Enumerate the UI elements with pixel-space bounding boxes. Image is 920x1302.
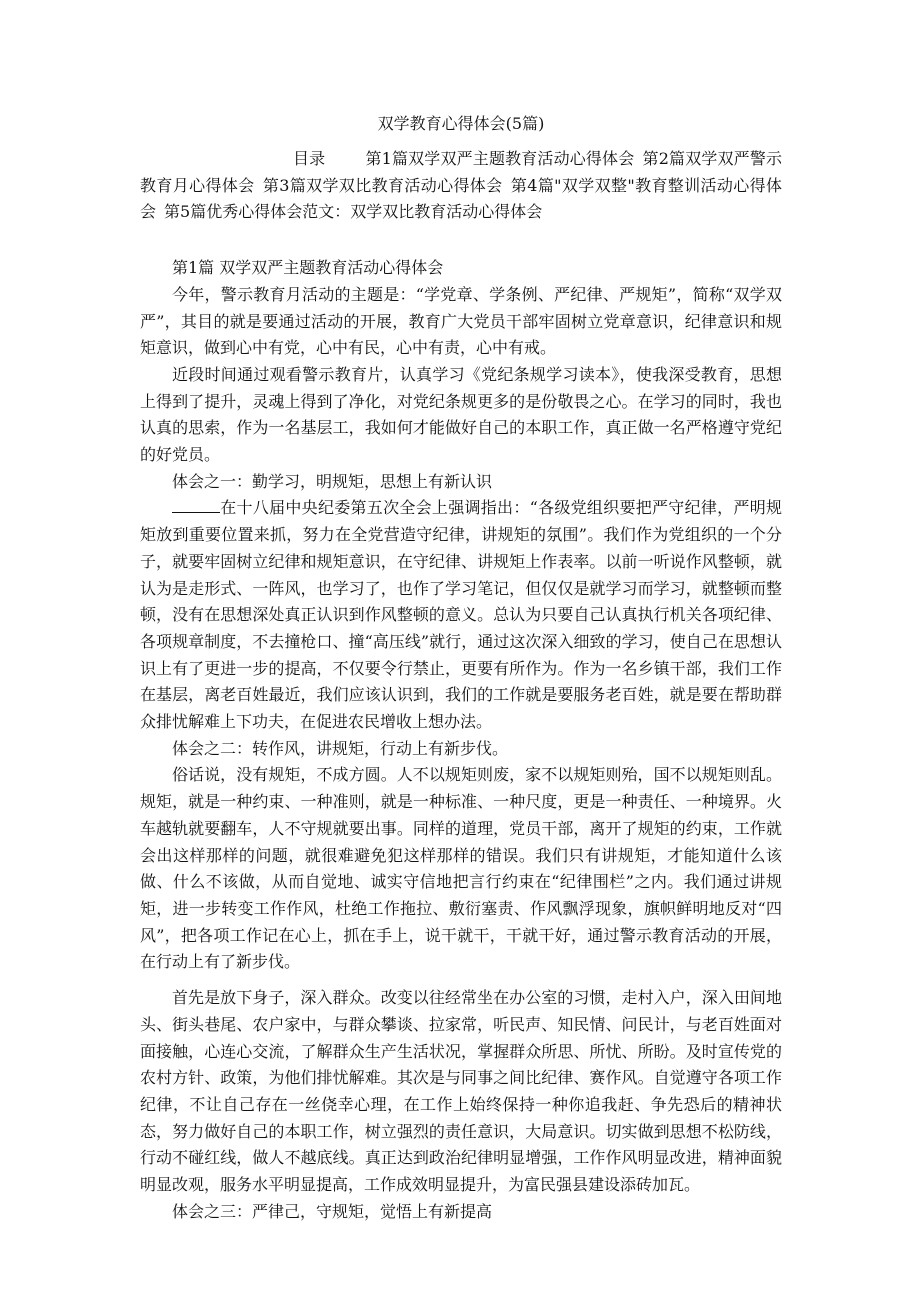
paragraph: 俗话说，没有规矩，不成方圆。人不以规矩则废，家不以规矩则殆，国不以规矩则乱。规矩，就是一种约束、一种准则，就是一种标准、一种尺度，更是一种责任、一种境界。火车越轨就要翻车，人不守规就要出事。同样的道理，党员干部，离开了规矩的约束，工作就会出这样那样的问题，就很难避免犯这样那样的错误。我们只有讲规矩，才能知道什么该做、什么不该做，从而自觉地、诚实守信地把言行约束在“纪律围栏”之内。我们通过讲规矩，进一步转变工作作风，杜绝工作拖拉、敷衍塞责、作风飘浮现象，旗帜鲜明地反对“四风”，把各项工作记在心上，抓在手上，说干就干，干就干好，通过警示教育活动的开展，在行动上有了新步伐。 — [140, 765, 782, 972]
paragraph — [140, 495, 782, 735]
section-heading: 第1篇 双学双严主题教育活动心得体会 — [172, 258, 444, 278]
paragraph-text: 在十八届中央纪委第五次全会上强调指出：“各级党组织要把严守纪律，严明规矩放到重要位置来抓，努力在全党营造守纪律，讲规矩的氛围”。我们作为党组织的一个分子，就要牢固树立纪律和规矩意识，在守纪律、讲规矩上作表率。以前一听说作风整顿，就认为是走形式、一阵风，也学习了，也作了学习笔记，但仅仅是就学习而学习，就整顿而整顿，没有在思想深处真正认识到作风整顿的意义。总认为只要自己认真执行机关各项纪律、各项规章制度，不去撞枪口、撞“高压线”就行，通过这次深入细致的学习，使自己在思想认识上有了更进一步的提高，不仅要令行禁止，更要有所作为。作为一名乡镇干部，我们工作在基层，离老百姓最近，我们应该认识到，我们的工作就是要服务老百姓，就是要在帮助群众排忧解难上下功夫，在促进农民增收上想办法。 — [140, 498, 782, 732]
toc-item: 第5篇优秀心得体会范文：双学双比教育活动心得体会 — [164, 202, 543, 222]
table-of-contents — [140, 146, 782, 226]
document-page — [140, 110, 782, 1225]
toc-item: 第3篇双学双比教育活动心得体会 — [262, 175, 503, 195]
paragraph: 首先是放下身子，深入群众。改变以往经常坐在办公室的习惯，走村入户，深入田间地头、街头巷尾、农户家中，与群众攀谈、拉家常，听民声、知民情、问民计，与老百姓面对面接触，心连心交流，了解群众生产生活状况，掌握群众所思、所忧、所盼。及时宣传党的农村方针、政策，为他们排忧解难。其次是与同事之间比纪律、赛作风。自觉遵守各项工作纪律，不让自己存在一丝侥幸心理，在工作上始终保持一种你追我赶、争先恐后的精神状态，努力做好自己的本职工作，树立强烈的责任意识，大局意识。切实做到思想不松防线，行动不碰红线，做人不越底线。真正达到政治纪律明显增强，工作作风明显改进，精神面貌明显改观，服务水平明显提高，工作成效明显提升，为富民强县建设添砖加瓦。 — [140, 988, 782, 1195]
toc-item: 第1篇双学双严主题教育活动心得体会 — [365, 149, 635, 168]
subheading: 体会之一：勤学习，明规矩，思想上有新认识 — [172, 471, 493, 491]
paragraph: 今年，警示教育月活动的主题是：“学党章、学条例、严纪律、严规矩”，简称“双学双严”，其目的就是要通过活动的开展，教育广大党员干部牢固树立党章意识，纪律意识和规矩意识，做到心中有党，心中有民，心中有责，心中有戒。 — [140, 284, 782, 358]
document-title: 双学教育心得体会(5篇) — [377, 114, 545, 133]
subheading: 体会之三：严律己，守规矩，觉悟上有新提高 — [172, 1201, 493, 1221]
fill-in-blank — [172, 498, 220, 513]
toc-item: 第2篇双学双严警示教育月心得体会 — [140, 149, 782, 195]
paragraph: 近段时间通过观看警示教育片，认真学习《党纪条规学习读本》，使我深受教育，思想上得到了提升，灵魂上得到了净化，对党纪条规更多的是份敬畏之心。在学习的同时，我也认真的思索，作为一名基层工，我如何才能做好自己的本职工作，真正做一名严格遵守党纪的好党员。 — [140, 364, 782, 465]
toc-label: 目录 — [293, 149, 326, 168]
subheading: 体会之二：转作风，讲规矩，行动上有新步伐。 — [172, 738, 509, 758]
toc-item: 第4篇"双学双整"教育整训活动心得体会 — [140, 175, 782, 222]
